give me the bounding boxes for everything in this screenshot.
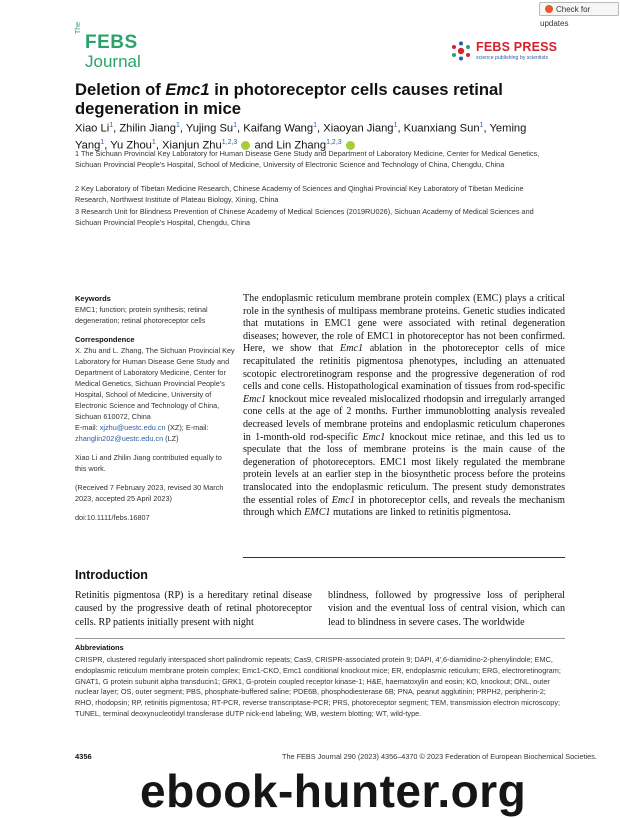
footer-citation: The FEBS Journal 290 (2023) 4356–4370 © 2023 Federation of European Biochemical Societies. xyxy=(282,752,597,761)
abbreviations-text: CRISPR, clustered regularly interspaced short palindromic repeats; Cas9, CRISPR-associated protein 9; DAPI, 4′,6-diamidino-2-phenylindole; EMC, endoplasmic reticulum membrane protein complex; Emc1-CKO, Emc1 conditional knockout mice; ER, endoplasmic reticulum; ERG, electroretinogram; GNAT1, G protein subunit alpha transducin1; GRK1, G-protein coupled receptor kinase-1; H&E, haematoxylin and eosin; KO, knockout; ONL, outer nuclear layer; OS, outer segment; PBS, phosphate-buffered saline; PDE6B, phosphodiesterase 6B; PNA, peanut agglutinin; PRPH2, peripherin-2; RHO, rhodopsin; RP, retinitis pigmentosa; RT-PCR, reverse transcriptase-PCR; PRS, photoreceptor segment; TEM, transmission electron microscopy; TUNEL, terminal deoxynucleotidyl transferase dUTP nick-end labeling; WB, western blotting; WT, wild-type. xyxy=(75,655,561,718)
page-number: 4356 xyxy=(75,752,92,761)
journal-logo-febs: FEBS xyxy=(85,32,138,53)
introduction-column-1: Retinitis pigmentosa (RP) is a hereditary retinal disease caused by the progressive death of retinal photoreceptor cells. RP patients initially present with night xyxy=(75,590,312,628)
keywords-heading: Keywords xyxy=(75,294,111,303)
keywords-block xyxy=(75,293,235,326)
abbreviations-divider xyxy=(75,638,565,639)
watermark: ebook-hunter.org xyxy=(140,765,527,817)
received-dates: (Received 7 February 2023, revised 30 March 2023, accepted 25 April 2023) xyxy=(75,483,224,503)
email-link-lz[interactable]: zhanglin202@uestc.edu.cn xyxy=(75,434,164,443)
abstract-text: The endoplasmic reticulum membrane protein complex (EMC) plays a critical role in the synthesis of multipass membrane proteins. Genetic studies indicated that mutations in EMC1 gene were associated with retinal degeneration diseases; however, the role of EMC1 in photoreceptor has not been confirmed. Here, we show that Emc1 ablation in the photoreceptor cells of mice recapitulated the retinitis pigmentosa phenotypes, including an attenuated scotopic electroretinogram response and the progressive degeneration of rod cells and cone cells. Histopathological examination of tissues from rod-specific Emc1 knockout mice revealed mislocalized rhodopsin and irregularly arranged cone cells at the age of 2 months. Further immunoblotting analysis revealed decreased levels of membrane proteins and endoplasmic reticulum chaperones in 1-month-old rod-specific Emc1 knockout mice retinae, and this led us to speculate that the loss of membrane proteins is the main cause of the degeneration of photoreceptors. EMC1 most likely regulated the membrane protein levels at an earlier step in the biosynthetic process before the proteins translocated into the endoplasmic reticulum. The present study demonstrates the essential roles of Emc1 in photoreceptor cells, and reveals the mechanism through which EMC1 mutations are linked to retinitis pigmentosa. xyxy=(243,293,565,519)
abstract-divider xyxy=(243,557,565,558)
correspondence-text: X. Zhu and L. Zhang, The Sichuan Provincial Key Laboratory for Human Disease Gene Study and Department of Laboratory Medicine, Center for Medical Genetics, Sichuan Provincial People’s Hospital, School of Medicine, University of Electronic Science and Technology of China, Sichuan 610072, China xyxy=(75,346,235,421)
journal-logo xyxy=(75,21,165,76)
article-sidebar xyxy=(75,293,235,531)
publisher-logo xyxy=(450,38,560,66)
publisher-name: FEBS PRESS xyxy=(476,40,558,54)
affiliation-2: 2 Key Laboratory of Tibetan Medicine Research, Chinese Academy of Sciences and Qinghai Provincial Key Laboratory of Tibetan Medicine Research, Northwest Institute of Plateau Biology, Xining, China xyxy=(75,184,524,205)
doi[interactable]: doi:10.1111/febs.16807 xyxy=(75,513,150,522)
febs-press-dots-icon xyxy=(450,40,472,62)
journal-logo-journal: Journal xyxy=(85,52,141,71)
correspondence-block xyxy=(75,334,235,444)
author-list: Xiao Li$^1$, Zhilin Jiang$^1$, Yujing Su$^1$, Kaifang Wang$^1$, Xiaoyan Jiang$^1$, Kuanxiang Sun$^1$, Yeming Yang$^1$, Yu Zhou$^1$, Xianjun Zhu$^{1,2,3}$ and Lin Zhang$^{1,2,3}$ xyxy=(75,122,527,152)
check-for-updates-button[interactable] xyxy=(539,2,619,28)
email-link-xz[interactable]: xjzhu@uestc.edu.cn xyxy=(99,423,166,432)
abbreviations-heading: Abbreviations xyxy=(75,643,124,652)
publisher-tagline: science publishing by scientists xyxy=(476,55,549,61)
article-title: Deletion of Emc1 in photoreceptor cells causes retinal degeneration in mice xyxy=(75,80,503,118)
check-for-updates-label: Check for updates xyxy=(540,5,591,28)
introduction-column-2: blindness, followed by progressive loss of peripheral vision and the eventual loss of central vision, which can lead to blindness in severe cases. The worldwide xyxy=(328,590,565,628)
crossmark-icon xyxy=(545,5,553,13)
equal-contribution-note: Xiao Li and Zhilin Jiang contributed equally to this work. xyxy=(75,453,222,473)
keywords-text: EMC1; function; protein synthesis; retinal degeneration; retinal photoreceptor cells xyxy=(75,305,208,325)
affiliation-3: 3 Research Unit for Blindness Prevention of Chinese Academy of Medical Sciences (2019RU026), Sichuan Academy of Medical Sciences and Sichuan Provincial People’s Hospital, Chengdu, China xyxy=(75,207,534,228)
email-label: E-mail: xyxy=(75,423,98,432)
journal-logo-the: The xyxy=(75,21,82,34)
correspondence-heading: Correspondence xyxy=(75,335,135,344)
affiliation-1: 1 The Sichuan Provincial Key Laboratory for Human Disease Gene Study and Department of Laboratory Medicine, Center for Medical Genetics, Sichuan Provincial People’s Hospital, School of Medicine, University of Electronic Science and Technology of China, Chengdu, China xyxy=(75,149,540,170)
introduction-heading: Introduction xyxy=(75,568,148,582)
email2-suffix: (LZ) xyxy=(165,434,179,443)
correspondence-emails xyxy=(75,422,235,444)
email1-suffix: (XZ); E-mail: xyxy=(167,423,209,432)
